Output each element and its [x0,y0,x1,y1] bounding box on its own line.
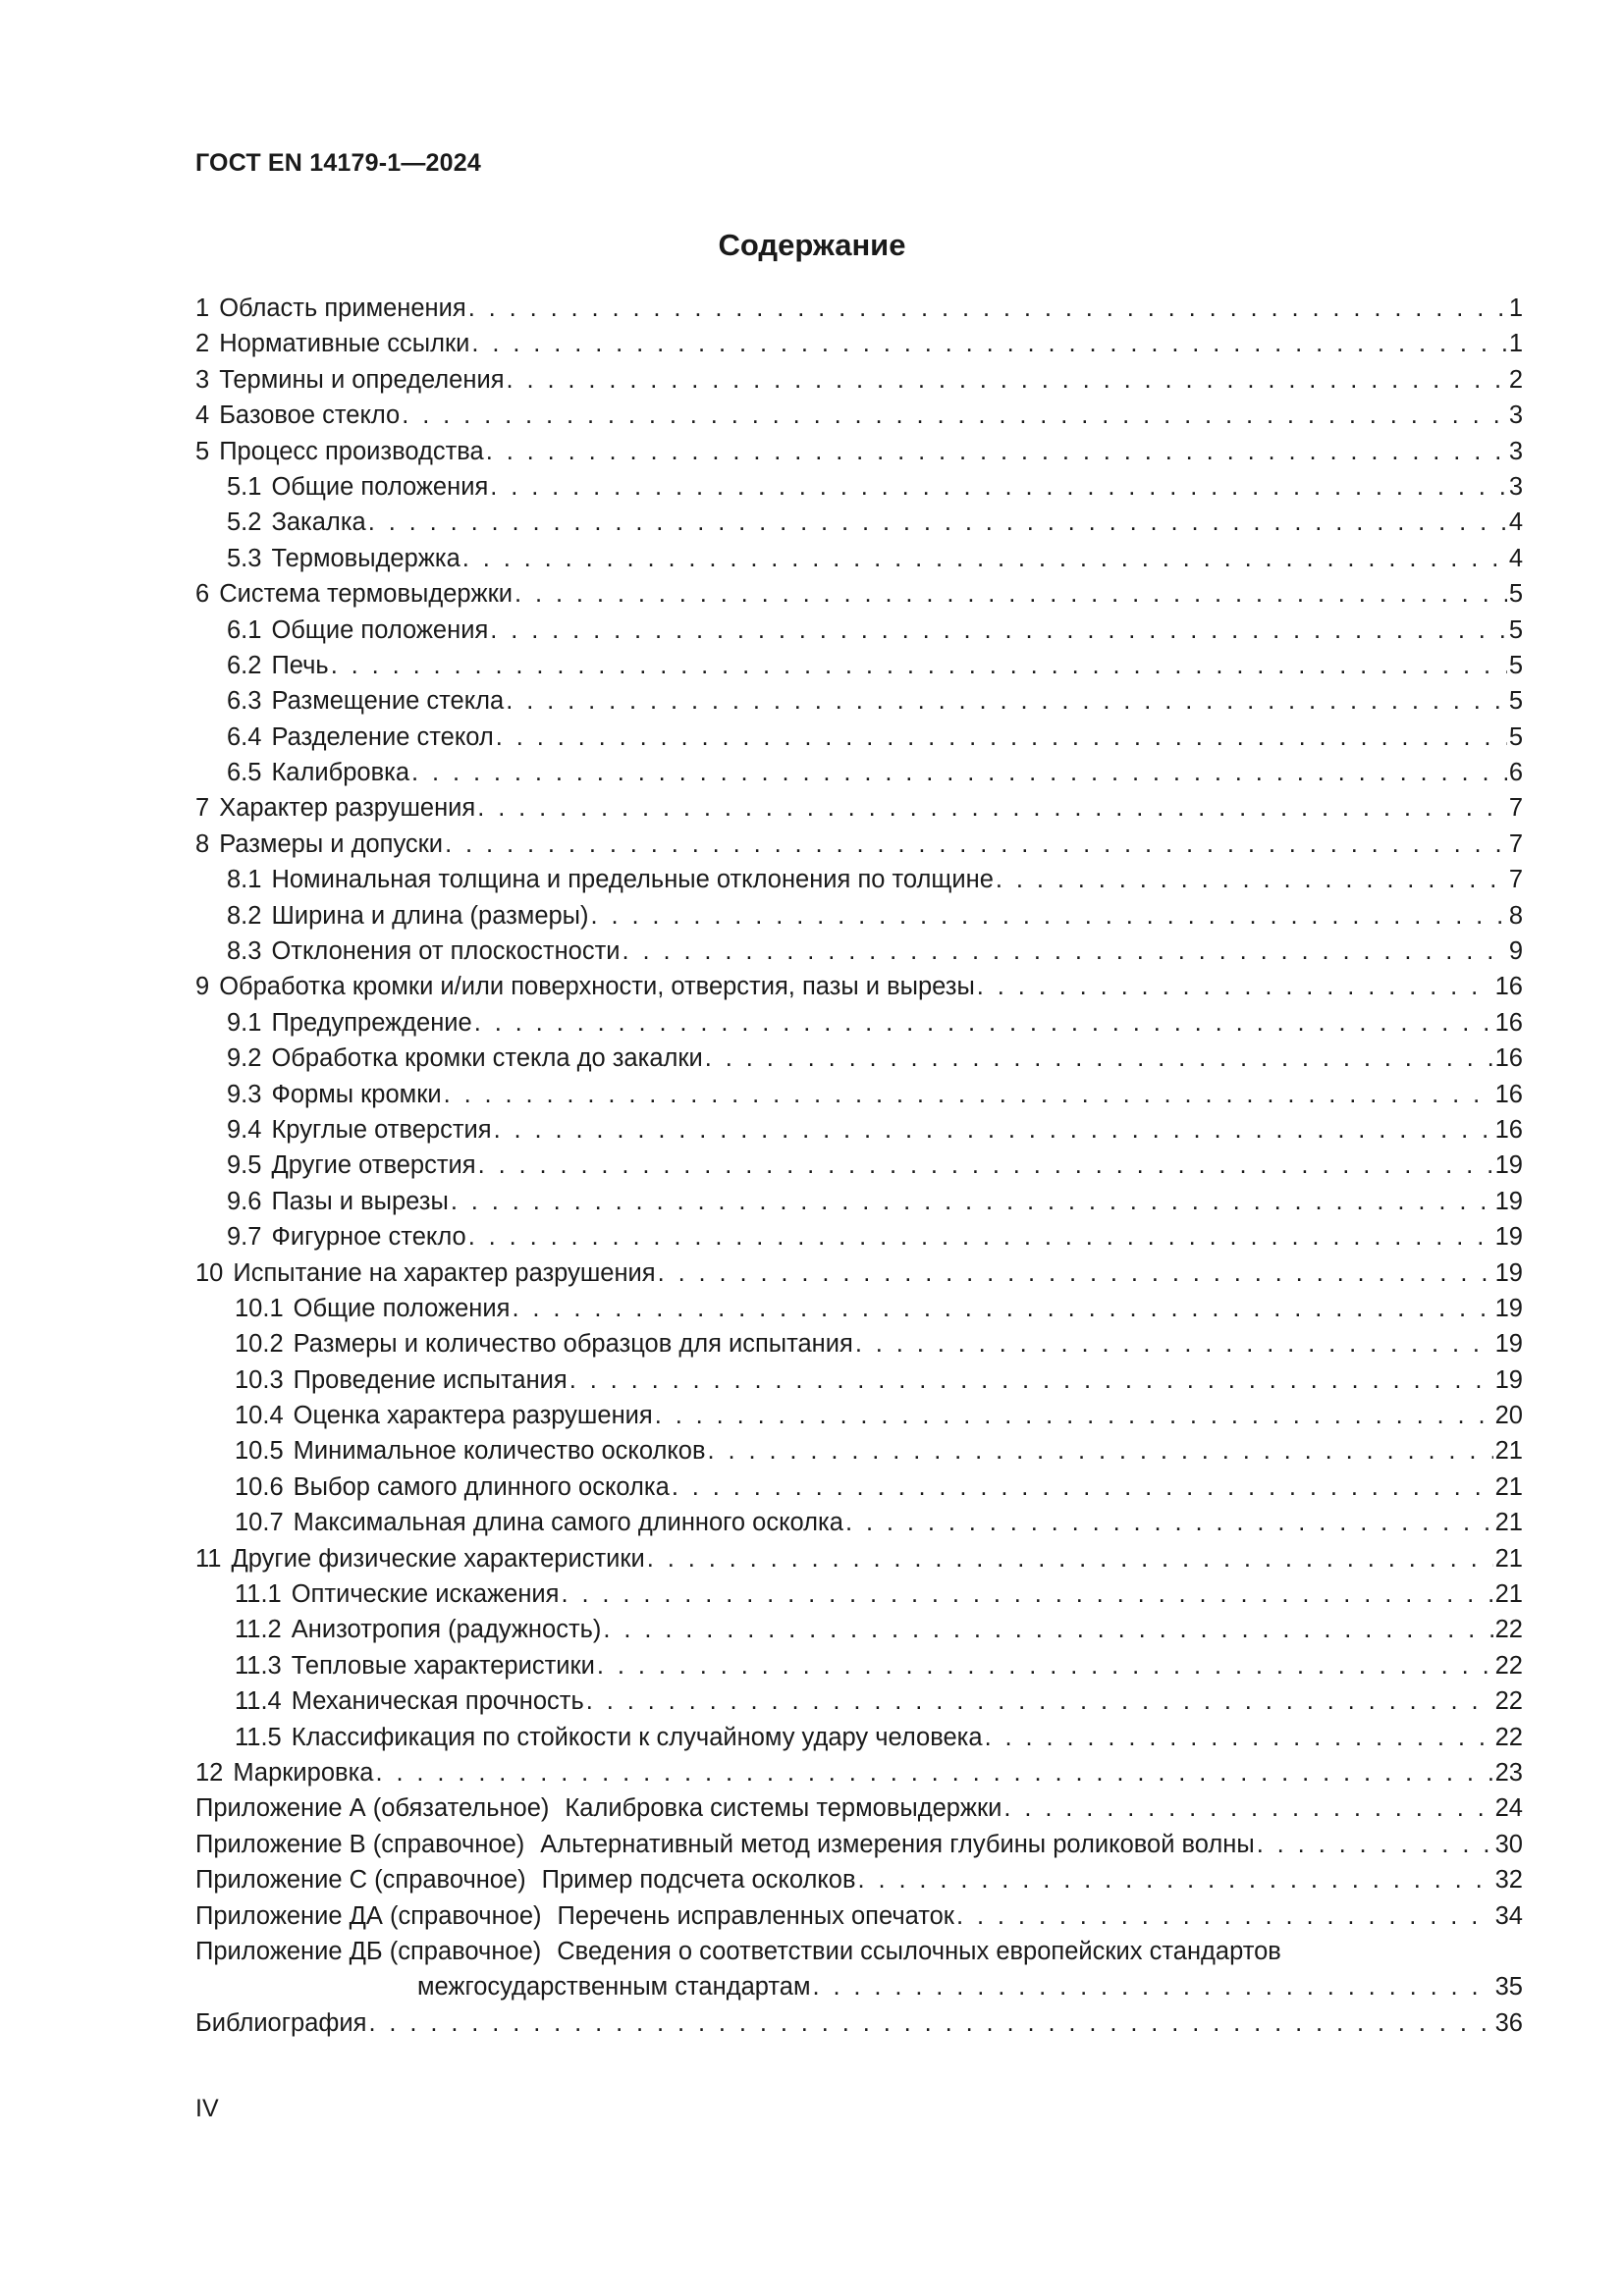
toc-entry-number: 10.1 [235,1294,284,1322]
toc-entry[interactable] [195,291,1523,326]
toc-entry-page: 21 [1494,1472,1523,1501]
toc-entry-title: Предупреждение [271,1008,472,1037]
toc-entry-page: 19 [1494,1151,1523,1180]
toc-entry-number: 4 [195,401,210,430]
toc-entry-page: 22 [1494,1616,1523,1644]
toc-entry-page: 20 [1494,1402,1523,1430]
toc-entry-page: 2 [1508,365,1523,394]
toc-dot-leader [812,1969,1492,2004]
toc-entry-continuation[interactable] [195,1969,1523,2004]
toc-entry-number: 5.1 [227,472,262,501]
toc-dot-leader [586,1683,1493,1719]
toc-entry-number: 6.2 [227,651,262,679]
toc-entry-title: Альтернативный метод измерения глубины роликовой волны [540,1830,1255,1858]
toc-entry[interactable] [195,1148,1523,1183]
toc-entry[interactable] [195,1184,1523,1219]
toc-dot-leader [569,1362,1493,1398]
toc-entry-title: Пазы и вырезы [271,1187,449,1215]
toc-entry-number: 6.5 [227,759,262,787]
toc-entry-title: Базовое стекло [219,401,401,430]
toc-entry-title: Процесс производства [219,437,484,465]
toc-entry-page: 4 [1508,508,1523,537]
toc-entry-page: 21 [1494,1580,1523,1609]
toc-entry-title: Проведение испытания [293,1365,568,1394]
toc-entry-page: 1 [1508,330,1523,358]
toc-entry-number: 2 [195,330,210,358]
toc-entry[interactable] [195,1362,1523,1398]
toc-entry-title: Общие положения [271,615,489,644]
toc-entry[interactable] [195,1683,1523,1719]
toc-entry-title: Выбор самого длинного осколка [293,1472,670,1501]
toc-entry-title: Термины и определения [219,365,505,394]
toc-entry[interactable] [195,969,1523,1004]
toc-dot-leader [623,934,1507,969]
toc-dot-leader [996,862,1507,897]
toc-entry-number: 11.4 [235,1687,282,1716]
toc-entry-number: 11.1 [235,1580,282,1609]
toc-entry[interactable] [195,1862,1523,1897]
toc-entry-page: 5 [1508,722,1523,751]
toc-entry[interactable] [195,648,1523,683]
toc-entry-page: 19 [1494,1223,1523,1252]
toc-entry-number: 10.2 [235,1330,284,1359]
toc-entry[interactable] [195,934,1523,969]
toc-dot-leader [486,434,1507,469]
toc-entry-title: Разделение стекол [271,722,494,751]
toc-entry-page: 4 [1508,544,1523,572]
table-of-contents [195,291,1523,2041]
toc-entry-number: 10.6 [235,1472,284,1501]
toc-entry-title: Библиография [195,2008,367,2037]
toc-entry-number: 3 [195,365,210,394]
toc-entry[interactable] [195,1898,1523,1934]
toc-dot-leader [478,1148,1493,1183]
toc-entry[interactable] [195,1469,1523,1505]
toc-entry-number: 5.2 [227,508,262,537]
toc-entry-title: Область применения [219,294,466,322]
toc-entry[interactable] [195,1398,1523,1433]
toc-entry[interactable] [195,505,1523,540]
toc-dot-leader [514,576,1507,612]
toc-entry-page: 19 [1494,1294,1523,1322]
toc-entry-number: 9.5 [227,1151,262,1180]
toc-title: Содержание [718,228,906,262]
toc-entry-page: 19 [1494,1258,1523,1287]
toc-entry[interactable] [195,1612,1523,1647]
toc-entry[interactable] [195,683,1523,719]
toc-entry-page: 8 [1508,901,1523,930]
toc-dot-leader [597,1648,1493,1683]
toc-entry[interactable] [195,326,1523,361]
toc-entry-title: Общие положения [293,1294,511,1322]
toc-entry[interactable] [195,434,1523,469]
toc-entry-number: Приложение В (справочное) [195,1830,525,1858]
toc-dot-leader [444,1077,1493,1112]
toc-entry-number: 10.5 [235,1437,284,1466]
toc-dot-leader [331,648,1507,683]
toc-entry[interactable] [195,576,1523,612]
toc-entry-title: Обработка кромки стекла до закалки [271,1044,703,1073]
toc-dot-leader [506,683,1507,719]
toc-dot-leader [985,1720,1493,1755]
toc-entry-page: 16 [1494,1008,1523,1037]
toc-entry-title: Размеры и количество образцов для испытания [293,1330,853,1359]
toc-entry[interactable] [195,898,1523,934]
toc-entry[interactable] [195,1934,1523,1969]
toc-entry-page: 21 [1494,1544,1523,1573]
toc-dot-leader [658,1255,1493,1291]
toc-entry-page: 7 [1508,794,1523,823]
toc-dot-leader [411,755,1507,790]
toc-entry-title: Механическая прочность [291,1687,584,1716]
toc-entry[interactable] [195,362,1523,398]
toc-dot-leader [496,720,1507,755]
toc-entry-page: 36 [1494,2008,1523,2037]
toc-entry-number: 10.3 [235,1365,284,1394]
toc-entry-title: Нормативные ссылки [219,330,470,358]
toc-entry-page: 19 [1494,1187,1523,1215]
toc-dot-leader [494,1112,1493,1148]
toc-entry[interactable] [195,469,1523,505]
toc-entry-number: 5.3 [227,544,262,572]
toc-entry-page: 16 [1494,1044,1523,1073]
toc-dot-leader [462,541,1507,576]
toc-entry[interactable] [195,1720,1523,1755]
toc-entry-page: 1 [1508,294,1523,322]
toc-entry[interactable] [195,1219,1523,1255]
toc-entry[interactable] [195,827,1523,862]
toc-dot-leader [468,291,1507,326]
toc-entry-page: 30 [1494,1830,1523,1858]
toc-dot-leader [507,362,1507,398]
toc-dot-leader [1257,1827,1493,1862]
toc-dot-leader [977,969,1493,1004]
toc-entry[interactable] [195,1648,1523,1683]
toc-dot-leader [474,1005,1493,1041]
toc-entry-title: межгосударственным стандартам [417,1973,811,2002]
toc-dot-leader [591,898,1507,934]
toc-entry-title: Ширина и длина (размеры) [271,901,589,930]
toc-entry-number: 10.4 [235,1402,284,1430]
toc-entry-page: 22 [1494,1651,1523,1680]
toc-entry-title: Размещение стекла [271,687,505,716]
toc-dot-leader [705,1041,1493,1076]
toc-entry-title: Обработка кромки и/или поверхности, отверстия, пазы и вырезы [219,973,975,1001]
toc-dot-leader [477,790,1507,826]
toc-entry-page: 19 [1494,1365,1523,1394]
toc-dot-leader [561,1576,1492,1612]
toc-entry-page: 32 [1494,1866,1523,1895]
toc-entry-title: Максимальная длина самого длинного осколка [293,1509,843,1537]
toc-entry-title: Испытание на характер разрушения [233,1258,656,1287]
toc-entry[interactable] [195,1434,1523,1469]
toc-entry-page: 34 [1494,1901,1523,1930]
toc-entry-title: Пример подсчета осколков [541,1866,856,1895]
toc-entry[interactable] [195,1755,1523,1790]
toc-dot-leader [368,2005,1492,2041]
document-code: ГОСТ EN 14179-1—2024 [195,149,481,177]
toc-entry-number: 11 [195,1544,222,1573]
toc-dot-leader [708,1433,1493,1468]
toc-entry-page: 22 [1494,1723,1523,1751]
toc-entry[interactable] [195,1255,1523,1291]
toc-entry-title: Калибровка [271,759,410,787]
toc-entry-number: 11.5 [235,1723,282,1751]
toc-entry-title: Другие отверстия [271,1151,476,1180]
toc-entry[interactable] [195,541,1523,576]
toc-entry-page: 9 [1508,937,1523,966]
toc-entry-title: Перечень исправленных опечаток [557,1901,954,1930]
toc-entry-number: Приложение ДБ (справочное) [195,1937,542,1965]
toc-entry-title: Общие положения [271,472,489,501]
toc-entry[interactable] [195,613,1523,648]
toc-entry-title: Закалка [271,508,366,537]
toc-entry-page: 16 [1494,1115,1523,1144]
toc-entry[interactable] [195,1112,1523,1148]
toc-entry-number: 6.1 [227,615,262,644]
toc-entry-number: 6.4 [227,722,262,751]
toc-entry-title: Калибровка системы термовыдержки [565,1794,1002,1823]
toc-entry-page: 6 [1508,759,1523,787]
toc-entry-title: Маркировка [233,1759,374,1787]
toc-entry-number: 9.3 [227,1080,262,1108]
toc-entry-page: 5 [1508,687,1523,716]
toc-entry-page: 5 [1508,580,1523,609]
toc-dot-leader [1003,1790,1492,1826]
toc-entry-title: Другие физические характеристики [231,1544,645,1573]
toc-entry-number: 12 [195,1759,224,1787]
toc-entry[interactable] [195,1041,1523,1076]
toc-entry-title: Сведения о соответствии ссылочных европейских стандартов [557,1937,1281,1965]
toc-dot-leader [512,1291,1492,1326]
toc-entry-number: 11.2 [235,1616,282,1644]
toc-entry-page: 3 [1508,472,1523,501]
toc-entry-number: 9.4 [227,1115,262,1144]
toc-entry-number: 8.1 [227,866,262,894]
toc-entry-title: Оценка характера разрушения [293,1402,653,1430]
toc-entry[interactable] [195,1541,1523,1576]
toc-entry-number: 9.7 [227,1223,262,1252]
toc-entry-page: 22 [1494,1687,1523,1716]
toc-dot-leader [858,1862,1493,1897]
toc-entry-title: Анизотропия (радужность) [291,1616,602,1644]
toc-dot-leader [490,613,1507,648]
toc-dot-leader [647,1541,1493,1576]
toc-dot-leader [603,1612,1492,1647]
toc-dot-leader [445,827,1507,862]
toc-entry-title: Классификация по стойкости к случайному удару человека [291,1723,983,1751]
toc-entry-number: 11.3 [235,1651,282,1680]
toc-entry-title: Фигурное стекло [271,1223,466,1252]
toc-entry[interactable] [195,2005,1523,2041]
toc-entry[interactable] [195,1576,1523,1612]
toc-entry-page: 16 [1494,1080,1523,1108]
toc-entry[interactable] [195,1326,1523,1362]
toc-dot-leader [845,1505,1493,1540]
toc-entry-page: 35 [1494,1973,1523,2002]
toc-entry-title: Номинальная толщина и предельные отклонения по толщине [271,866,994,894]
toc-entry-page: 5 [1508,615,1523,644]
toc-entry-number: 10.7 [235,1509,284,1537]
toc-entry-number: 7 [195,794,210,823]
toc-entry-page: 16 [1494,973,1523,1001]
toc-entry-page: 7 [1508,829,1523,858]
toc-dot-leader [490,469,1507,505]
toc-entry-page: 19 [1494,1330,1523,1359]
toc-entry-number: 9.2 [227,1044,262,1073]
toc-entry-page: 24 [1494,1794,1523,1823]
toc-entry-number: 8.2 [227,901,262,930]
toc-entry[interactable] [195,1790,1523,1826]
toc-entry-title: Система термовыдержки [219,580,514,609]
toc-entry-title: Термовыдержка [271,544,460,572]
toc-entry-page: 3 [1508,437,1523,465]
toc-entry[interactable] [195,1827,1523,1862]
toc-entry-number: 8 [195,829,210,858]
toc-entry-number: 6 [195,580,210,609]
toc-entry-number: 6.3 [227,687,262,716]
toc-entry[interactable] [195,720,1523,755]
page-number-roman: IV [195,2095,219,2122]
toc-entry-number: Приложение С (справочное) [195,1866,526,1895]
toc-dot-leader [655,1398,1493,1433]
toc-dot-leader [855,1326,1493,1362]
toc-entry-title: Размеры и допуски [219,829,444,858]
toc-entry-title: Характер разрушения [219,794,476,823]
toc-dot-leader [451,1184,1493,1219]
toc-dot-leader [368,505,1507,540]
toc-entry-title: Оптические искажения [291,1580,560,1609]
toc-entry-number: 1 [195,294,210,322]
toc-entry[interactable] [195,1505,1523,1540]
toc-entry-number: 8.3 [227,937,262,966]
toc-entry-number: 10 [195,1258,224,1287]
toc-dot-leader [468,1219,1493,1255]
toc-entry-title: Печь [271,651,329,679]
toc-dot-leader [672,1469,1493,1505]
toc-dot-leader [956,1898,1493,1934]
toc-entry-page: 23 [1494,1759,1523,1787]
toc-entry[interactable] [195,398,1523,433]
toc-entry[interactable] [195,862,1523,897]
toc-entry-page: 5 [1508,651,1523,679]
toc-entry-title: Круглые отверстия [271,1115,492,1144]
toc-entry-number: 9 [195,973,210,1001]
toc-entry[interactable] [195,755,1523,790]
toc-entry-page: 21 [1494,1509,1523,1537]
toc-entry-number: 5 [195,437,210,465]
toc-entry[interactable] [195,1005,1523,1041]
toc-dot-leader [471,326,1506,361]
toc-entry-page: 3 [1508,401,1523,430]
toc-entry[interactable] [195,1291,1523,1326]
toc-entry-number: Приложение ДА (справочное) [195,1901,542,1930]
toc-entry-title: Отклонения от плоскостности [271,937,621,966]
toc-entry-number: 9.6 [227,1187,262,1215]
toc-entry[interactable] [195,1077,1523,1112]
toc-dot-leader [375,1755,1492,1790]
toc-entry-title: Тепловые характеристики [291,1651,595,1680]
toc-entry-page: 7 [1508,866,1523,894]
toc-entry[interactable] [195,790,1523,826]
toc-entry-number: 9.1 [227,1008,262,1037]
toc-dot-leader [402,398,1507,433]
toc-entry-number: Приложение А (обязательное) [195,1794,550,1823]
toc-entry-title: Минимальное количество осколков [293,1437,706,1466]
toc-entry-title: Формы кромки [271,1080,442,1108]
toc-entry-page: 21 [1494,1437,1523,1466]
